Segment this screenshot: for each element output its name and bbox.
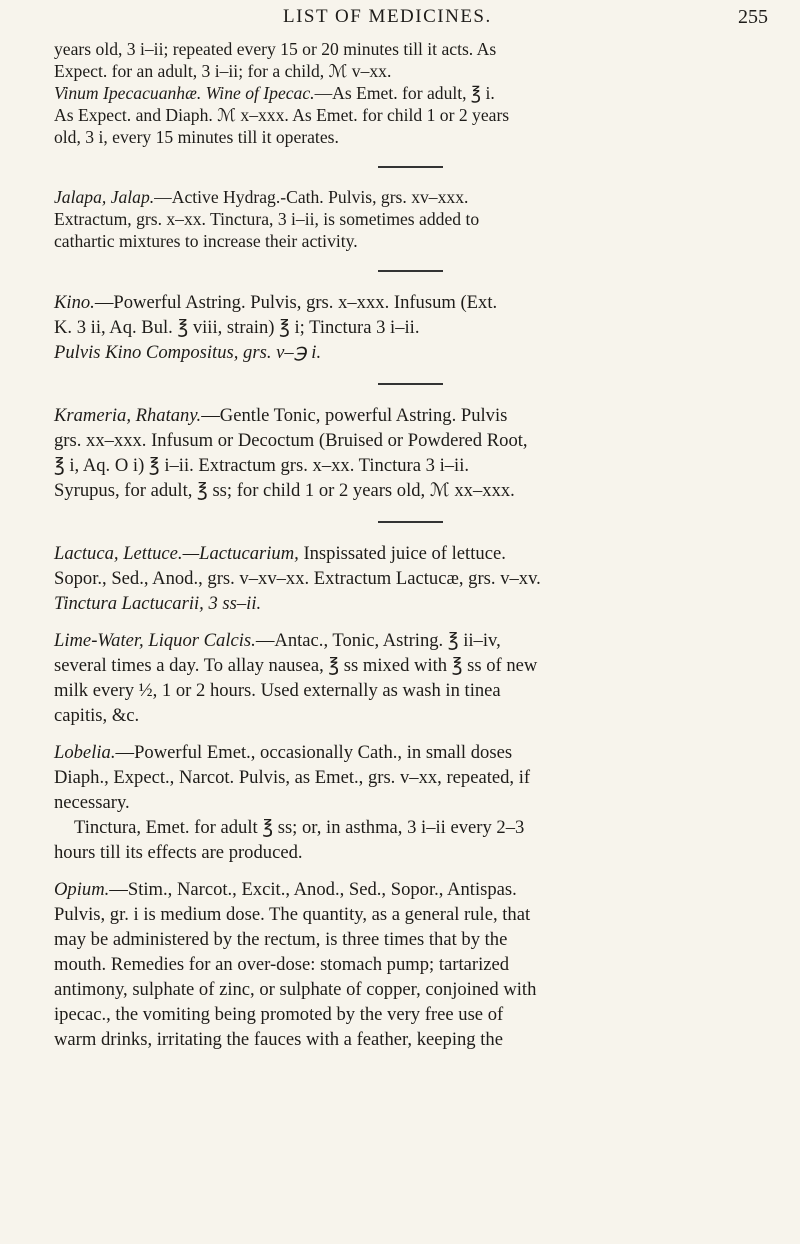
text-line: antimony, sulphate of zinc, or sulphate of copper, conjoined with [54, 979, 537, 1000]
section-divider [378, 270, 443, 272]
page-header [0, 6, 800, 36]
section-divider [378, 383, 443, 385]
entry-heading: Jalapa, Jalap. [54, 187, 155, 207]
text-line: Extractum, grs. x–xx. Tinctura, 3 i–ii, is sometimes added to [54, 209, 480, 229]
entry-ipecac-continuation [54, 38, 766, 82]
entry-lactuca [54, 541, 766, 616]
text-line: old, 3 i, every 15 minutes till it operates. [54, 127, 339, 147]
section-divider [378, 521, 443, 523]
entry-heading: Kino. [54, 292, 95, 313]
text-line: several times a day. To allay nausea, ℥ ss mixed with ℥ ss of new [54, 655, 538, 676]
text-line: Tinctura, Emet. for adult ℥ ss; or, in asthma, 3 i–ii every 2–3 [74, 817, 525, 838]
page-body [54, 38, 766, 1052]
entry-heading: Vinum Ipecacuanhæ. Wine of Ipecac. [54, 83, 315, 103]
text-line: —As Emet. for adult, ℥ i. [314, 83, 495, 103]
entry-heading: Lime-Water, Liquor Calcis. [54, 630, 256, 651]
text-line: Diaph., Expect., Narcot. Pulvis, as Emet., grs. v–xx, repeated, if [54, 767, 531, 788]
text-line: Pulvis, gr. i is medium dose. The quantity, as a general rule, that [54, 904, 531, 925]
entry-heading: Lactuca, Lettuce.—Lactucarium, [54, 543, 299, 564]
text-line: —Powerful Astring. Pulvis, grs. x–xxx. Infusum (Ext. [94, 292, 498, 313]
text-line: —Gentle Tonic, powerful Astring. Pulvis [201, 405, 508, 426]
text-line: —Stim., Narcot., Excit., Anod., Sed., Sopor., Antispas. [109, 879, 517, 900]
entry-lobelia [54, 740, 766, 865]
text-line: —Powerful Emet., occasionally Cath., in small doses [115, 742, 513, 763]
text-line: Sopor., Sed., Anod., grs. v–xv–xx. Extractum Lactucæ, grs. v–xv. [54, 568, 541, 589]
page-number: 255 [738, 6, 768, 28]
text-line: milk every ½, 1 or 2 hours. Used externally as wash in tinea [54, 680, 501, 701]
entry-heading: Krameria, Rhatany. [54, 405, 202, 426]
entry-opium [54, 877, 766, 1052]
entry-heading: Opium. [54, 879, 110, 900]
entry-kino [54, 290, 766, 365]
text-line: ipecac., the vomiting being promoted by the very free use of [54, 1004, 504, 1025]
text-line: hours till its effects are produced. [54, 842, 303, 863]
entry-jalapa [54, 186, 766, 252]
text-line: Tinctura Lactucarii, 3 ss–ii. [54, 593, 262, 614]
text-line: —Active Hydrag.-Cath. Pulvis, grs. xv–xxx. [154, 187, 469, 207]
text-line: As Expect. and Diaph. ℳ x–xxx. As Emet. for child 1 or 2 years [54, 105, 510, 125]
text-line: ℥ i, Aq. O i) ℥ i–ii. Extractum grs. x–xx. Tinctura 3 i–ii. [54, 455, 470, 476]
text-line: capitis, &c. [54, 705, 140, 726]
section-divider [378, 166, 443, 168]
text-line: necessary. [54, 792, 130, 813]
text-line: cathartic mixtures to increase their activity. [54, 231, 358, 251]
text-line: Inspissated juice of lettuce. [298, 543, 506, 564]
text-line: warm drinks, irritating the fauces with a feather, keeping the [54, 1029, 503, 1050]
text-line: K. 3 ii, Aq. Bul. ℥ viii, strain) ℥ i; Tinctura 3 i–ii. [54, 317, 420, 338]
text-line: Pulvis Kino Compositus, grs. v–℈ i. [54, 342, 322, 363]
text-line: years old, 3 i–ii; repeated every 15 or 20 minutes till it acts. As [54, 39, 497, 59]
text-line: Expect. for an adult, 3 i–ii; for a child, ℳ v–xx. [54, 61, 392, 81]
entry-vinum-ipecacuanhae [54, 82, 766, 148]
text-line: —Antac., Tonic, Astring. ℥ ii–iv, [255, 630, 501, 651]
entry-lime-water [54, 628, 766, 728]
text-line: mouth. Remedies for an over-dose: stomach pump; tartarized [54, 954, 510, 975]
text-line: Syrupus, for adult, ℥ ss; for child 1 or 2 years old, ℳ xx–xxx. [54, 480, 515, 501]
text-line: may be administered by the rectum, is three times that by the [54, 929, 508, 950]
entry-krameria [54, 403, 766, 503]
entry-heading: Lobelia. [54, 742, 116, 763]
running-title: LIST OF MEDICINES. [283, 6, 492, 27]
text-line: grs. xx–xxx. Infusum or Decoctum (Bruised or Powdered Root, [54, 430, 528, 451]
